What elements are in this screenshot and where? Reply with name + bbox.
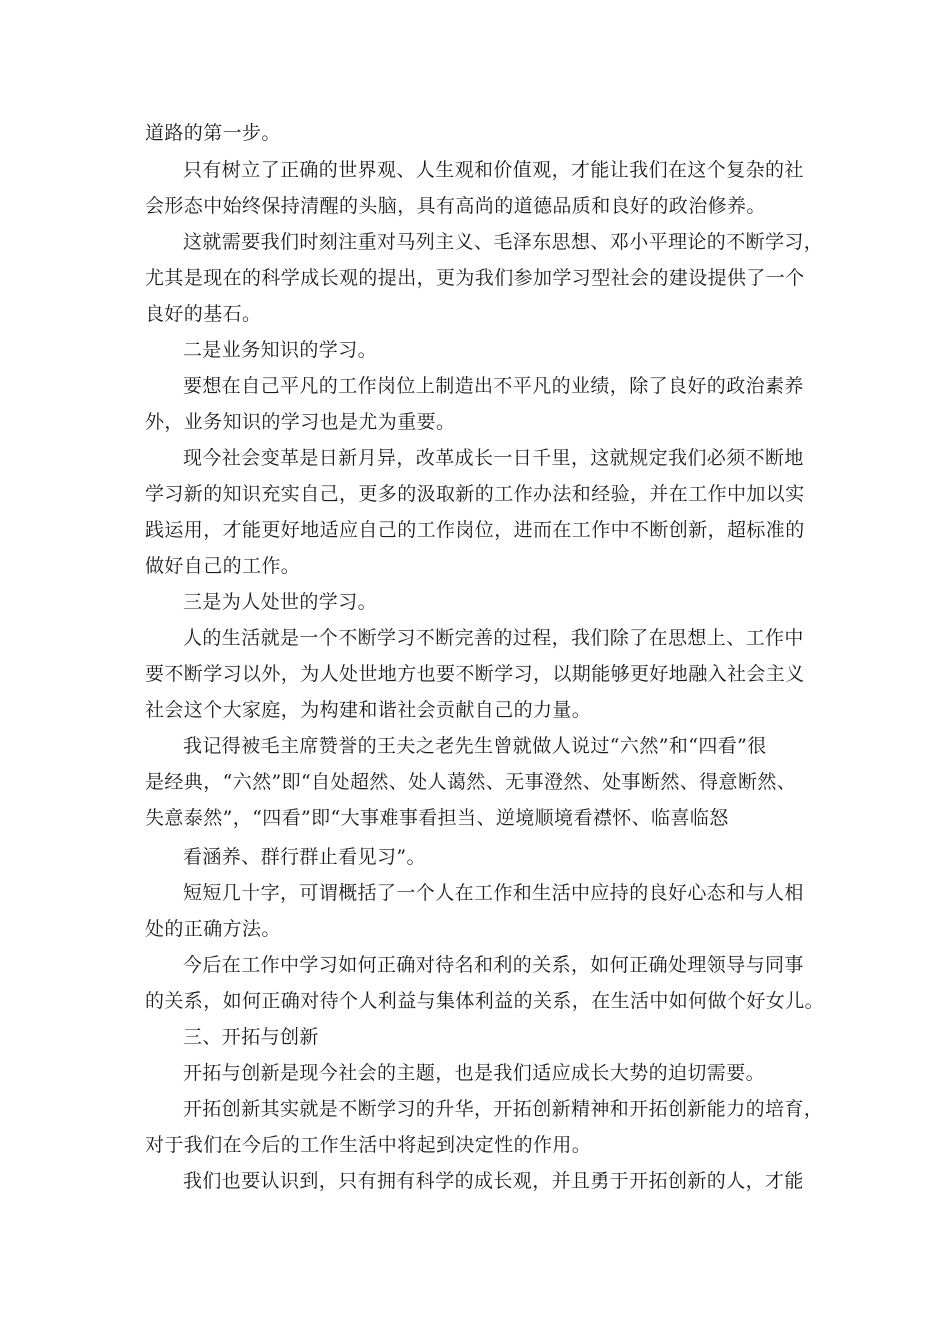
text-line: 今后在工作中学习如何正确对待名和利的关系，如何正确处理领导与同事 (183, 954, 804, 976)
text-line: 尤其是现在的科学成长观的提出，更为我们参加学习型社会的建设提供了一个 (145, 267, 805, 289)
text-line: 失意泰然”，“四看”即“大事难事看担当、逆境顺境看襟怀、临喜临怒 (145, 807, 729, 829)
text-line: 开拓与创新是现今社会的主题，也是我们适应成长大势的迫切需要。 (183, 1062, 766, 1084)
text-line: 我记得被毛主席赞誉的王夫之老先生曾就做人说过“六然”和“四看”很 (183, 735, 767, 757)
text-line: 要不断学习以外，为人处世地方也要不断学习，以期能够更好地融入社会主义 (145, 663, 805, 685)
text-line: 道路的第一步。 (145, 122, 281, 144)
text-line: 学习新的知识充实自己，更多的汲取新的工作办法和经验，并在工作中加以实 (145, 483, 805, 505)
text-line: 开拓创新其实就是不断学习的升华，开拓创新精神和开拓创新能力的培育， (183, 1098, 824, 1120)
section-heading: 三、开拓与创新 (183, 1026, 319, 1048)
text-line: 是经典，“六然”即“自处超然、处人蔼然、无事澄然、处事断然、得意断然、 (145, 771, 797, 793)
text-line: 现今社会变革是日新月异，改革成长一日千里，这就规定我们必须不断地 (183, 447, 804, 469)
text-line: 看涵养、群行群止看见习”。 (183, 846, 426, 868)
text-line: 要想在自己平凡的工作岗位上制造出不平凡的业绩，除了良好的政治素养 (183, 375, 804, 397)
text-line: 对于我们在今后的工作生活中将起到决定性的作用。 (145, 1134, 592, 1156)
text-line: 社会这个大家庭，为构建和谐社会贡献自己的力量。 (145, 699, 592, 721)
section-heading: 二是业务知识的学习。 (183, 339, 378, 361)
text-line: 人的生活就是一个不断学习不断完善的过程，我们除了在思想上、工作中 (183, 627, 804, 649)
text-line: 良好的基石。 (145, 303, 262, 325)
text-line: 外，业务知识的学习也是尤为重要。 (145, 411, 456, 433)
text-line: 处的正确方法。 (145, 918, 281, 940)
text-line: 我们也要认识到，只有拥有科学的成长观，并且勇于开拓创新的人，才能 (183, 1170, 804, 1192)
text-line: 的关系，如何正确对待个人利益与集体利益的关系，在生活中如何做个好女儿。 (145, 990, 825, 1012)
text-line: 短短几十字，可谓概括了一个人在工作和生活中应持的良好心态和与人相 (183, 882, 804, 904)
text-line: 践运用，才能更好地适应自己的工作岗位，进而在工作中不断创新，超标准的 (145, 519, 805, 541)
text-line: 做好自己的工作。 (145, 555, 301, 577)
section-heading: 三是为人处世的学习。 (183, 591, 378, 613)
text-line: 会形态中始终保持清醒的头脑，具有高尚的道德品质和良好的政治修养。 (145, 195, 766, 217)
text-line: 这就需要我们时刻注重对马列主义、毛泽东思想、邓小平理论的不断学习， (183, 231, 824, 253)
text-line: 只有树立了正确的世界观、人生观和价值观，才能让我们在这个复杂的社 (183, 159, 804, 181)
